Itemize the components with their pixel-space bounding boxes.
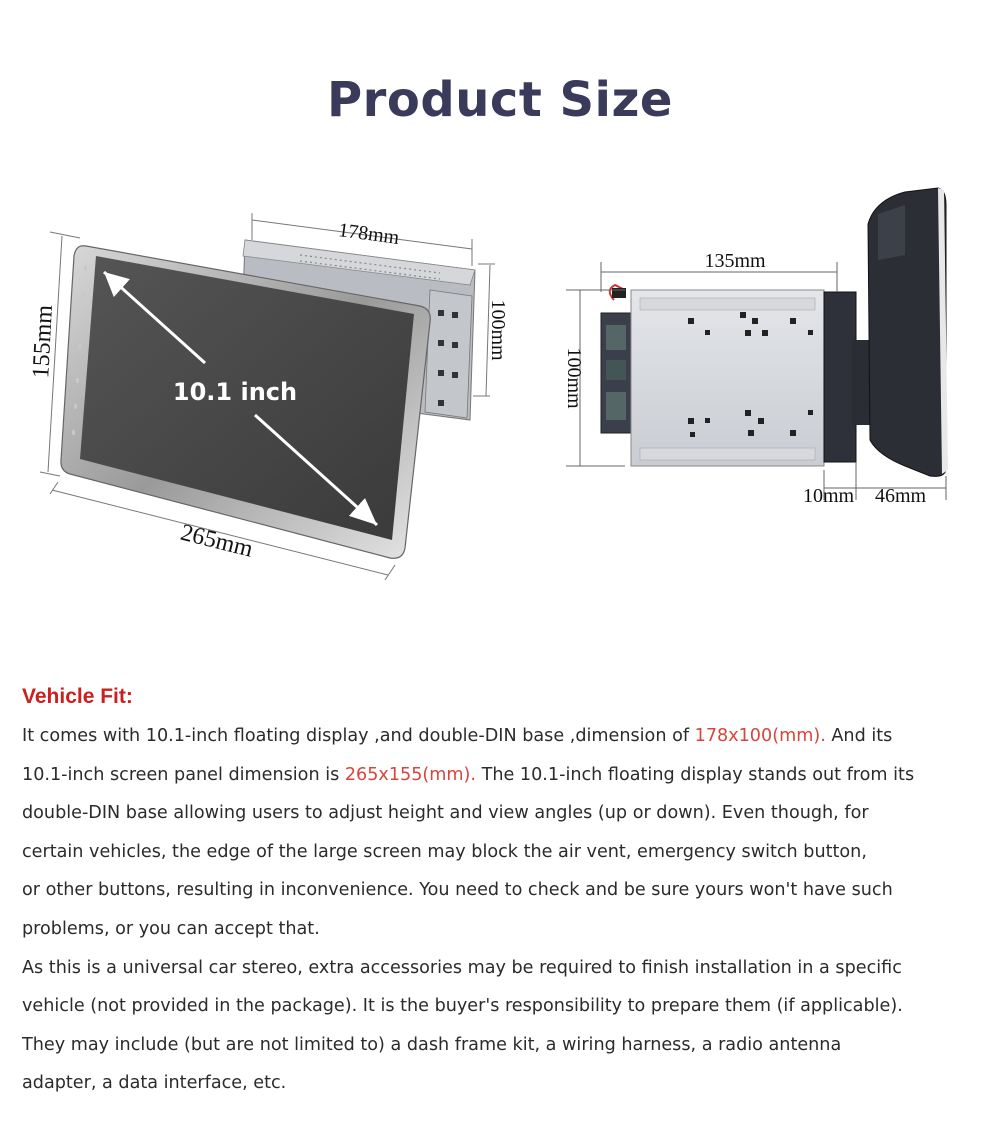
highlighted-dimension: 178x100(mm).	[694, 726, 826, 746]
line-text: As this is a universal car stereo, extra accessories may be required to finish installation in a specific	[22, 957, 902, 978]
bottom-label-10: 10mm	[803, 485, 855, 507]
highlighted-dimension: 265x155(mm).	[344, 764, 477, 785]
line-text: adapter, a data interface, etc.	[22, 1073, 287, 1094]
vehicle-fit-line	[22, 1026, 987, 1065]
line-text: vehicle (not provided in the package). It is the buyer's responsibility to prepare them (if applicable).	[22, 996, 903, 1017]
vehicle-fit-text	[22, 717, 987, 1103]
diagonal-label: 10.1 inch	[172, 378, 298, 406]
line-text: double-DIN base allowing users to adjust height and view angles (up or down). Even though, for	[22, 803, 869, 824]
vehicle-fit-line	[22, 717, 987, 756]
vehicle-fit-line	[22, 833, 987, 872]
vehicle-fit-line	[22, 987, 987, 1026]
right-figure	[563, 188, 948, 507]
bottom-label-265: 265mm	[177, 519, 256, 563]
width-label-135: 135mm	[704, 250, 766, 272]
height-label-155: 155mm	[28, 304, 58, 379]
bottom-label-46: 46mm	[875, 485, 927, 507]
vehicle-fit-line	[22, 756, 987, 795]
page-title: Product Size	[327, 72, 673, 128]
vehicle-fit-line	[22, 871, 987, 910]
vehicle-fit-line	[22, 910, 987, 949]
line-text: 10.1-inch screen panel dimension is	[22, 764, 345, 785]
line-text: They may include (but are not limited to) a dash frame kit, a wiring harness, a radio antenna	[22, 1034, 842, 1055]
vehicle-fit-heading: Vehicle Fit:	[22, 685, 133, 708]
vehicle-fit-line	[22, 949, 987, 988]
vehicle-fit-section	[22, 683, 987, 1103]
line-text: And its	[825, 726, 893, 746]
line-text: It comes with 10.1-inch floating display ,and double-DIN base ,dimension of	[22, 726, 695, 746]
depth-label-100: 100mm	[487, 299, 509, 361]
line-text: The 10.1-inch floating display stands out from its	[476, 764, 915, 785]
vehicle-fit-line	[22, 1064, 987, 1103]
line-text: or other buttons, resulting in inconvenience. You need to check and be sure yours won't have such	[22, 880, 893, 901]
line-text: problems, or you can accept that.	[22, 918, 320, 939]
left-figure	[28, 213, 509, 580]
line-text: certain vehicles, the edge of the large screen may block the air vent, emergency switch button,	[22, 841, 867, 862]
width-label-178: 178mm	[337, 219, 401, 249]
height-label-100: 100mm	[563, 347, 585, 409]
vehicle-fit-line	[22, 794, 987, 833]
